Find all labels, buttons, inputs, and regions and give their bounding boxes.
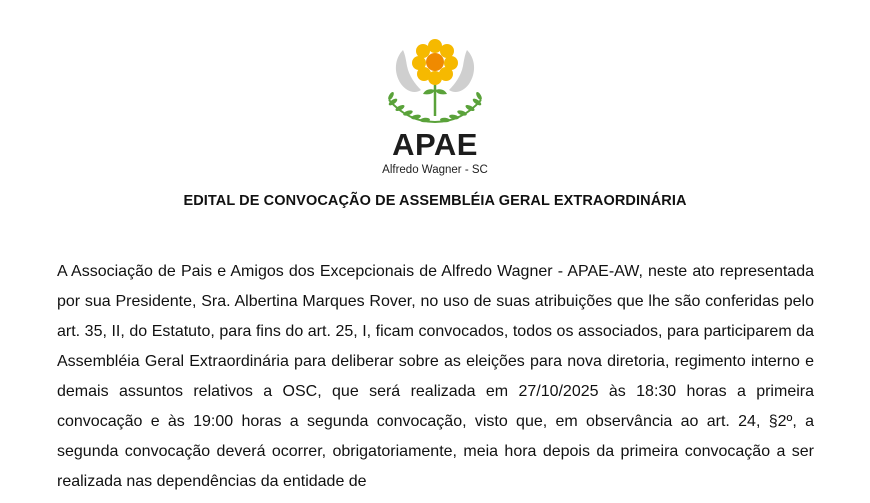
brand-location: Alfredo Wagner - SC [382, 164, 488, 176]
document-body: A Associação de Pais e Amigos dos Excepcionais de Alfredo Wagner - APAE-AW, neste ato representada por sua Presidente, Sra. Albertina Marques Rover, no uso de suas atribuições que lhe são conferidas pelo art. 35, II, do Estatuto, para fins do art. 25, I, ficam convocados, todos os associados, para participarem da Assembléia Geral Extraordinária para deliberar sobre as eleições para nova diretoria, regimento interno e demais assuntos relativos a OSC, que será realizada em 27/10/2025 às 18:30 horas a primeira convocação e às 19:00 horas a segunda convocação, visto que, em observância ao art. 24, §2º, a segunda convocação deverá ocorrer, obrigatoriamente, meia hora depois da primeira convocação a ser realizada nas dependências da entidade de [57, 263, 814, 490]
header-logo [0, 38, 870, 178]
sunflower-hands-laurel-icon [379, 38, 491, 130]
document-title: EDITAL DE CONVOCAÇÃO DE ASSEMBLÉIA GERAL EXTRAORDINÁRIA [183, 193, 687, 209]
brand-name: APAE [392, 127, 478, 162]
